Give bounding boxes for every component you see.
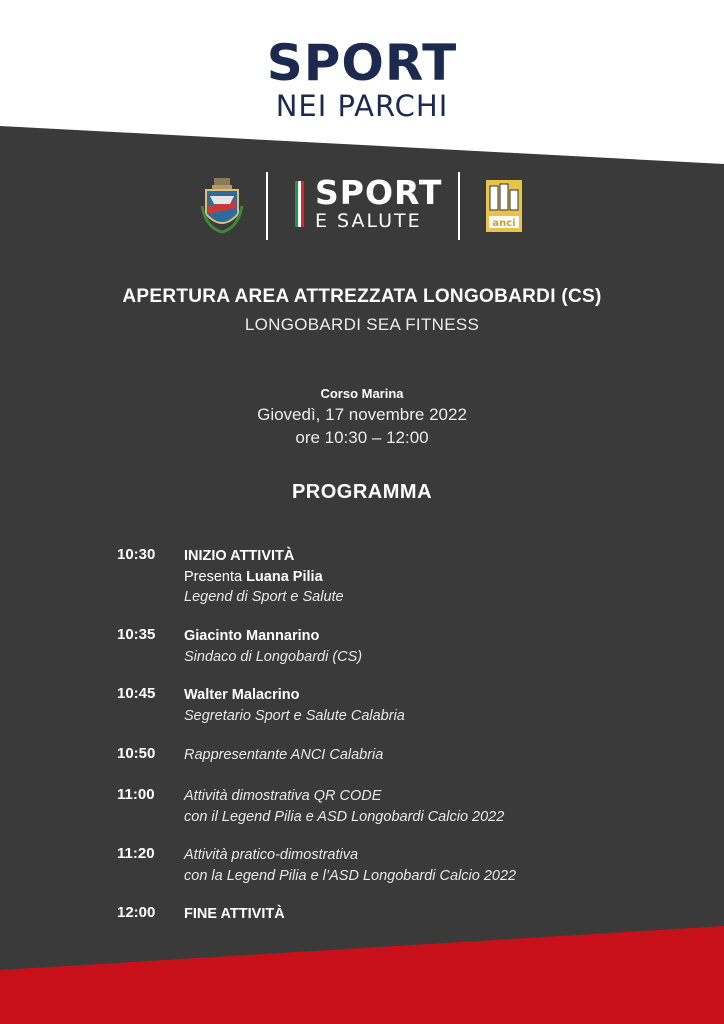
event-title: APERTURA AREA ATTREZZATA LONGOBARDI (CS) — [122, 286, 602, 307]
event-place: Corso Marina — [320, 386, 404, 401]
schedule-time: 11:00 — [117, 786, 155, 803]
logo-title-big: SPORT — [266, 34, 458, 92]
schedule-description: Attività pratico-dimostrativa — [184, 847, 359, 863]
schedule-speaker: Giacinto Mannarino — [184, 628, 320, 644]
event-time: ore 10:30 – 12:00 — [295, 428, 429, 447]
schedule-time: 12:00 — [117, 904, 156, 921]
schedule-title: INIZIO ATTIVITÀ — [184, 548, 295, 564]
schedule-role: Sindaco di Longobardi (CS) — [184, 648, 363, 665]
schedule-time: 10:45 — [117, 685, 156, 702]
schedule-speaker: Walter Malacrino — [184, 687, 300, 703]
logo-divider-right — [458, 172, 460, 240]
schedule-time: 10:50 — [117, 745, 156, 762]
sport-nei-parchi-logo — [0, 36, 724, 122]
schedule-description: con il Legend Pilia e ASD Longobardi Calcio 2022 — [184, 808, 505, 825]
program-heading: PROGRAMMA — [291, 481, 433, 503]
italian-flag-icon — [295, 181, 305, 227]
schedule-time: 10:30 — [117, 546, 156, 563]
schedule-presenter: Presenta Luana Pilia — [184, 568, 323, 585]
schedule-time: 10:35 — [117, 626, 156, 643]
logo-divider-left — [266, 172, 268, 240]
schedule-title: FINE ATTIVITÀ — [184, 906, 285, 922]
event-subtitle: LONGOBARDI SEA FITNESS — [244, 315, 480, 334]
schedule-role: Legend di Sport e Salute — [184, 589, 344, 605]
schedule-time: 11:20 — [117, 845, 155, 862]
schedule-description: con la Legend Pilia e l’ASD Longobardi Calcio 2022 — [184, 867, 517, 884]
sport-e-salute-line1: SPORT — [315, 173, 443, 212]
sport-e-salute-line2: E SALUTE — [315, 210, 422, 232]
schedule-description: Attività dimostrativa QR CODE — [184, 788, 382, 804]
schedule-role: Segretario Sport e Salute Calabria — [184, 707, 405, 724]
event-date: Giovedì, 17 novembre 2022 — [257, 405, 467, 424]
schedule-description: Rappresentante ANCI Calabria — [184, 747, 384, 763]
longobardi-crest-icon — [200, 176, 244, 236]
presenter-name: Luana Pilia — [246, 568, 323, 585]
anci-logo-text: anci — [492, 218, 516, 229]
sport-e-salute-logo — [315, 173, 443, 232]
logo-title-small: NEI PARCHI — [275, 89, 449, 123]
dark-panel — [0, 126, 724, 1024]
anci-logo-icon — [486, 180, 522, 232]
